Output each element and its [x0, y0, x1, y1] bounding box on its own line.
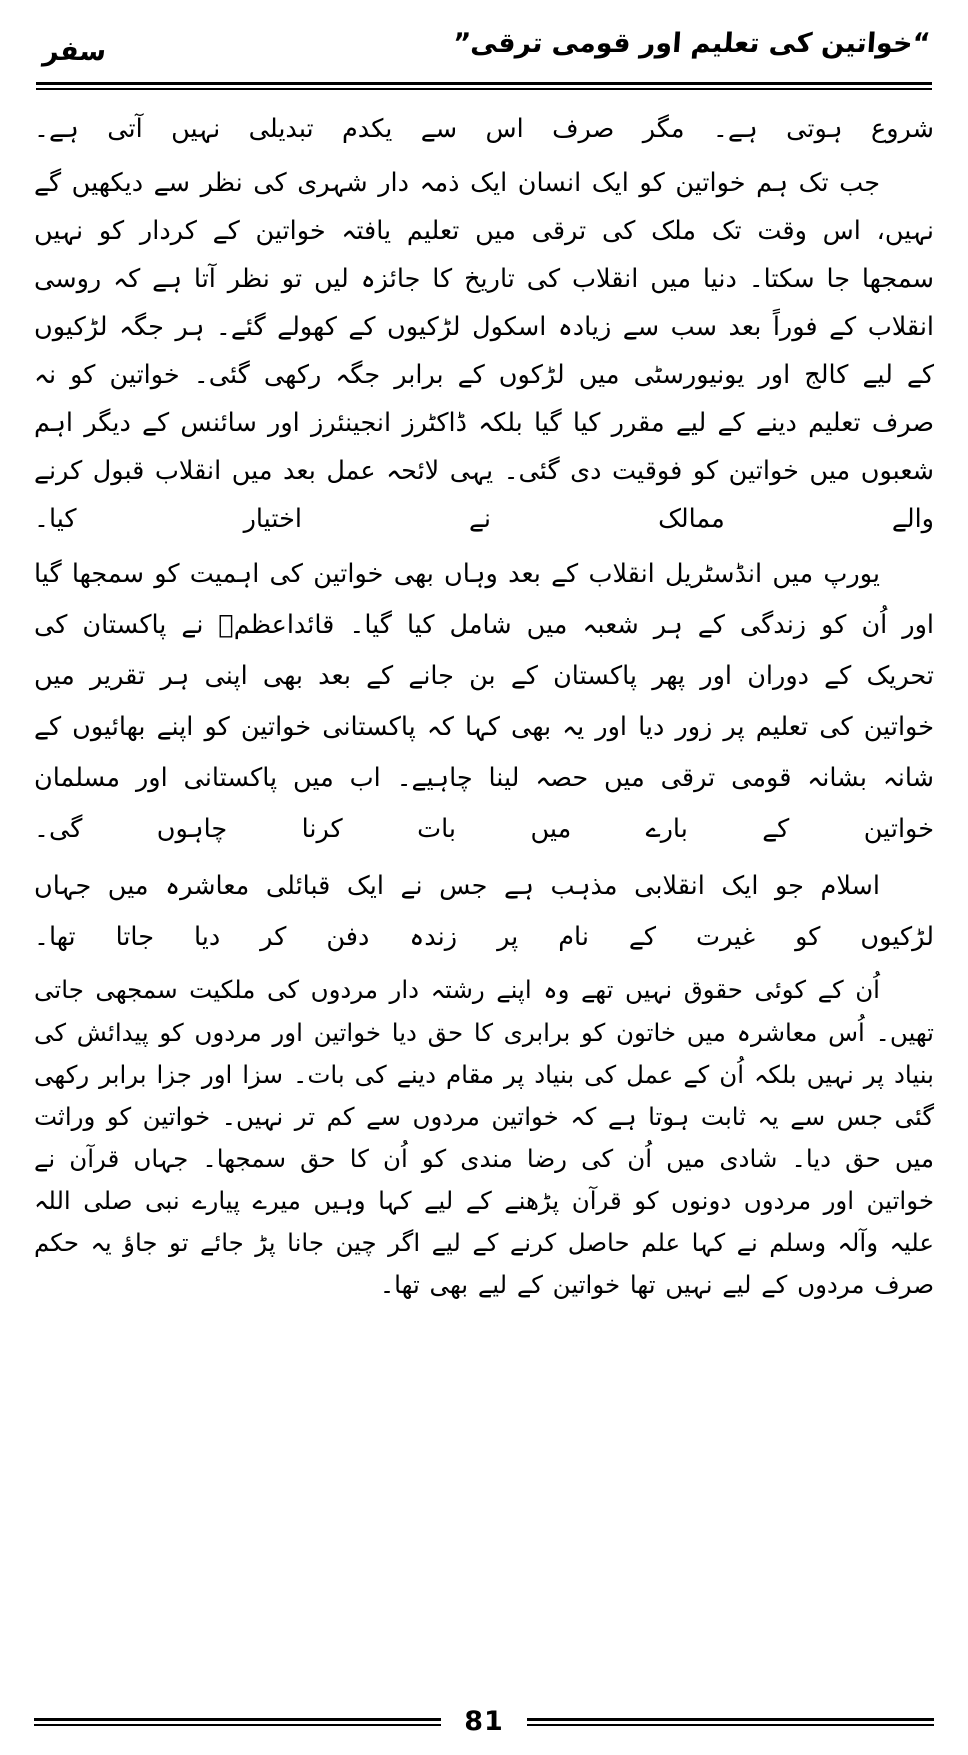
- running-head-label: سفر: [41, 36, 108, 67]
- book-section-title: “خواتین کی تعلیم اور قومی ترقی”: [451, 28, 931, 59]
- paragraph: اُن کے کوئی حقوق نہیں تھے وہ اپنے رشتہ دار مردوں کی ملکیت سمجھی جاتی تھیں۔ اُس معاشرہ میں خاتون کو برابری کا حق دیا خواتین اور مردوں کو پیدائش کی بنیاد پر نہیں بلکہ اُن کے عمل کی بنیاد پر مقام دینے کی بات۔ سزا اور جزا برابر رکھی گئی جس سے یہ ثابت ہوتا ہے کہ خواتین مردوں سے کم تر نہیں۔ خواتین کو وراثت میں حق دیا۔ شادی میں اُن کی رضا مندی کو اُن کا حق سمجھا۔ جہاں قرآن نے خواتین اور مردوں دونوں کو قرآن پڑھنے کے لیے کہا وہیں میرے پیارے نبی صلی اللہ علیہ وآلہ وسلم نے کہا علم حاصل کرنے کے لیے اگر چین جانا پڑ جائے تو جاؤ یہ حکم صرف مردوں کے لیے نہیں تھا خواتین کے لیے بھی تھا۔: [34, 975, 934, 1300]
- page-body: [34, 106, 934, 1706]
- paragraph: اسلام جو ایک انقلابی مذہب ہے جس نے ایک قبائلی معاشرہ میں جہاں لڑکیوں کو غیرت کے نام پر زندہ دفن کر دیا جاتا تھا۔: [34, 871, 934, 953]
- footer-rule-left: [34, 1718, 441, 1726]
- header-divider-rule: [36, 82, 932, 90]
- paragraph: یورپ میں انڈسٹریل انقلاب کے بعد وہاں بھی خواتین کی اہمیت کو سمجھا گیا اور اُن کو زندگی کے ہر شعبہ میں شامل کیا گیا۔ قائداعظمؒ نے پاکستان کی تحریک کے دوران اور پھر پاکستان کے بن جانے کے بعد بھی اپنی ہر تقریر میں خواتین کی تعلیم پر زور دیا اور یہ بھی کہا کہ پاکستانی خواتین کو اپنے بھائیوں کے شانہ بشانہ قومی ترقی میں حصہ لینا چاہیے۔ اب میں پاکستانی اور مسلمان خواتین کے بارے میں بات کرنا چاہوں گی۔: [34, 559, 934, 845]
- footer-rule-right: [527, 1718, 934, 1726]
- page-header: [34, 22, 934, 78]
- paragraph: جب تک ہم خواتین کو ایک انسان ایک ذمہ دار شہری کی نظر سے دیکھیں گے نہیں، اس وقت تک ملک کی ترقی میں تعلیم یافتہ خواتین کے کردار کو نہیں سمجھا جا سکتا۔ دنیا میں انقلاب کی تاریخ کا جائزہ لیں تو نظر آتا ہے کہ روسی انقلاب کے فوراً بعد سب سے زیادہ اسکول لڑکیوں کے کھولے گئے۔ ہر جگہ لڑکیوں کے لیے کالج اور یونیورسٹی میں لڑکوں کے برابر جگہ رکھی گئی۔ خواتین کو نہ صرف تعلیم دینے کے لیے مقرر کیا گیا بلکہ ڈاکٹرز انجینئرز اور سائنس کے دیگر اہم شعبوں میں خواتین کو فوقیت دی گئی۔ یہی لائحہ عمل بعد میں انقلاب قبول کرنے والے ممالک نے اختیار کیا۔: [34, 167, 934, 534]
- paragraph: شروع ہوتی ہے۔ مگر صرف اس سے یکدم تبدیلی نہیں آتی ہے۔: [34, 114, 934, 144]
- page-number: 81: [464, 1706, 504, 1737]
- footer-divider-group: [34, 1706, 934, 1737]
- page-footer: [34, 1706, 934, 1745]
